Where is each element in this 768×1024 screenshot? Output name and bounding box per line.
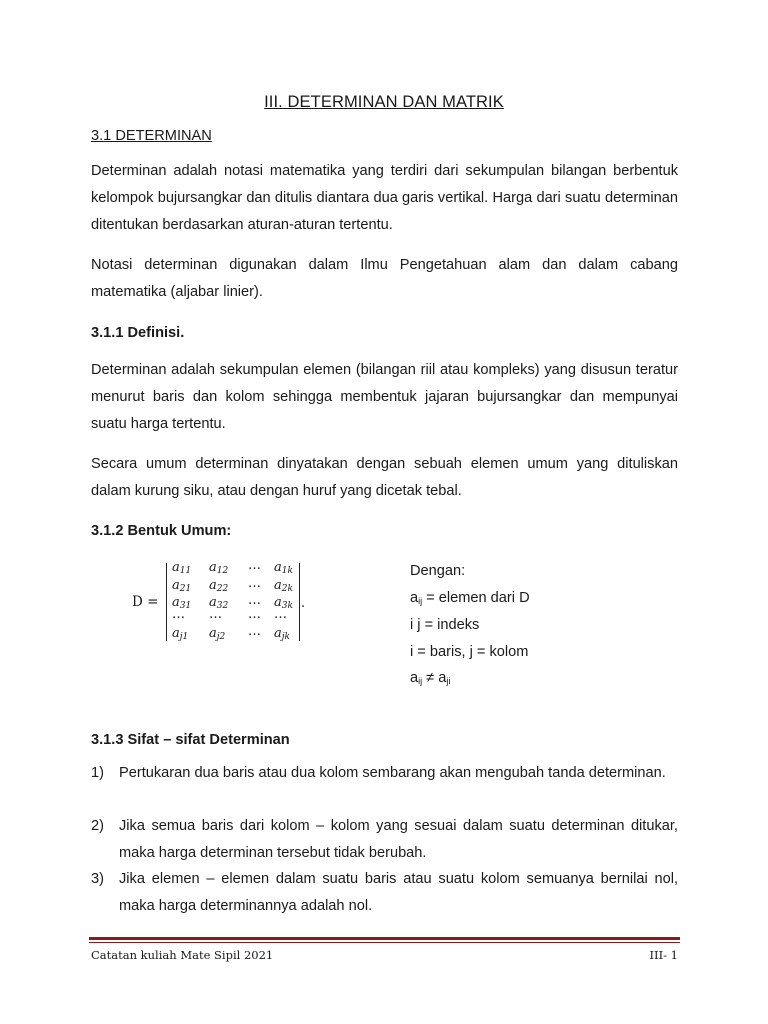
section-heading: 3.1 DETERMINAN xyxy=(91,128,212,144)
matrix-cell: $a_{32}$ xyxy=(209,595,229,611)
footer-left-text: Catatan kuliah Mate Sipil 2021 xyxy=(91,948,274,962)
legend-indeks: i j = indeks xyxy=(410,617,480,633)
left-bar xyxy=(166,563,167,641)
definisi-heading: 3.1.1 Definisi. xyxy=(91,325,185,341)
list-text: Jika semua baris dari kolom – kolom yang sesuai dalam suatu determinan ditukar, maka harga determinan tersebut tidak berubah. xyxy=(119,818,678,861)
matrix-cell: $a_{j1}$ xyxy=(172,626,189,642)
intro-paragraph-1: Determinan adalah notasi matematika yang terdiri dari sekumpulan bilangan berbentuk kelompok bujursangkar dan ditulis diantara dua garis vertikal. Harga dari suatu determinan ditentukan berdasarkan aturan-aturan tertentu. xyxy=(91,163,678,233)
legend-not-equal: $a_{ij} \ne a_{ji}$ xyxy=(410,670,451,686)
legend-element: $a_{ij}$ = elemen dari D xyxy=(410,590,530,606)
matrix-cell: $a_{jk}$ xyxy=(274,626,291,642)
list-text: Jika elemen – elemen dalam suatu baris atau suatu kolom semuanya bernilai nol, maka harga determinannya adalah nol. xyxy=(119,871,678,914)
matrix-cell: $a_{21}$ xyxy=(172,578,192,594)
intro-paragraph-2: Notasi determinan digunakan dalam Ilmu Pengetahuan alam dan dalam cabang matematika (aljabar linier). xyxy=(91,257,678,300)
list-number: 2) xyxy=(91,818,104,834)
footer-rule-thick xyxy=(89,937,680,940)
determinant-lhs: D = xyxy=(132,594,159,610)
matrix-cell: … xyxy=(172,607,185,622)
matrix-cell: $a_{j2}$ xyxy=(209,626,226,642)
legend-baris-kolom: i = baris, j = kolom xyxy=(410,644,529,660)
matrix-cell: $a_{12}$ xyxy=(209,560,229,576)
matrix-period: . xyxy=(301,596,306,611)
matrix-cell: $a_{2k}$ xyxy=(274,578,293,594)
footer-page-number: III- 1 xyxy=(649,948,678,962)
matrix-cell: … xyxy=(248,576,261,591)
list-number: 1) xyxy=(91,765,104,781)
matrix-cell: … xyxy=(248,593,261,608)
matrix-cell: … xyxy=(248,607,261,622)
list-text: Pertukaran dua baris atau dua kolom sembarang akan mengubah tanda determinan. xyxy=(119,765,666,781)
definisi-paragraph-2: Secara umum determinan dinyatakan dengan sebuah elemen umum yang dituliskan dalam kurung siku, atau dengan huruf yang dicetak tebal. xyxy=(91,456,678,499)
legend-title: Dengan: xyxy=(410,563,466,579)
matrix-cell: $a_{11}$ xyxy=(172,560,192,576)
list-number: 3) xyxy=(91,871,104,887)
matrix-cell: … xyxy=(209,607,222,622)
matrix-cell: $a_{3k}$ xyxy=(274,595,293,611)
footer-rule-thin xyxy=(89,942,680,943)
right-bar xyxy=(299,563,300,641)
matrix-cell: $a_{22}$ xyxy=(209,578,229,594)
matrix-cell: … xyxy=(248,558,261,573)
sifat-heading: 3.1.3 Sifat – sifat Determinan xyxy=(91,732,290,748)
page-title: III. DETERMINAN DAN MATRIK xyxy=(264,93,504,111)
matrix-cell: $a_{1k}$ xyxy=(274,560,293,576)
bentuk-umum-heading: 3.1.2 Bentuk Umum: xyxy=(91,523,232,539)
matrix-cell: … xyxy=(274,607,287,622)
matrix-cell: … xyxy=(248,624,261,639)
matrix-cell: $a_{31}$ xyxy=(172,595,192,611)
definisi-paragraph-1: Determinan adalah sekumpulan elemen (bilangan riil atau kompleks) yang disusun teratur menurut baris dan kolom sehingga membentuk jajaran bujursangkar dan mempunyai suatu harga tertentu. xyxy=(91,362,678,432)
